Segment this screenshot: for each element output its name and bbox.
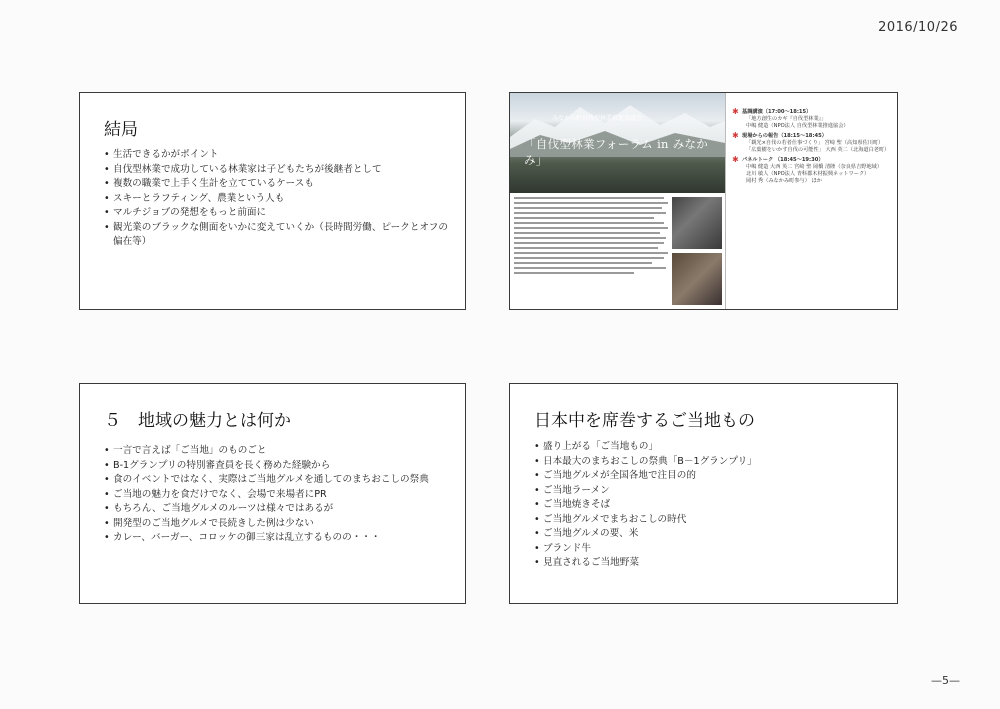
slide-conclusion: [79, 92, 466, 310]
bullet-item: • 複数の職業で上手く生計を立てているケースも: [104, 177, 453, 192]
program-line: 「広葉樹をいかす自伐の可能性」 大西 英二（北海道白老町）: [746, 147, 890, 153]
bullet-item: • 開発型のご当地グルメで長続きした例は少ない: [104, 517, 453, 532]
bullet-item: • カレー、バーガー、コロッケの御三家は乱立するものの・・・: [104, 531, 453, 546]
bullet-item: • ブランド牛: [534, 542, 885, 557]
slide-local-specialties: [509, 383, 898, 604]
program-heading: 現場からの報告（18:15〜18:45）: [742, 133, 827, 139]
bullet-item: • マルチジョブの発想をもっと前面に: [104, 206, 453, 221]
program-line: 北川 敏人（NPO法人 青科郡木材振興ネットワーク）: [746, 171, 870, 177]
slide-regional-appeal: [79, 383, 466, 604]
bullet-item: • 日本最大のまちおこしの祭典「B－1グランプリ」: [534, 455, 885, 470]
bullet-list: [104, 444, 453, 546]
flyer: [510, 93, 726, 309]
bullet-item: • 観光業のブラックな側面をいかに変えていくか（長時間労働、ピークとオフの偏在等）: [104, 221, 453, 250]
forum-photo: [672, 197, 722, 249]
slide-forum-flyer: [509, 92, 898, 310]
bullet-item: • 一言で言えば「ご当地」のものごと: [104, 444, 453, 459]
bullet-list: [104, 148, 453, 250]
bullet-item: • ご当地の魅力を食だけでなく、会場で来場者にPR: [104, 488, 453, 503]
asterisk-icon: ✱: [732, 107, 739, 116]
page-number: —5—: [931, 674, 960, 687]
bullet-item: • ご当地グルメでまちおこしの時代: [534, 513, 885, 528]
program-heading: パネルトーク （18:45〜19:30）: [742, 157, 824, 163]
bullet-item: • ご当地ラーメン: [534, 484, 885, 499]
forum-photo: [672, 253, 722, 305]
program-line: 中嶋 健造（NPO法人 自伐型林業推進協会）: [746, 123, 849, 129]
bullet-item: • 自伐型林業で成功している林業家は子どもたちが後継者として: [104, 163, 453, 178]
program-line: 「観光×自伐の若者仕事づくり」 宮崎 聖（高知県佐川町）: [746, 140, 884, 146]
bullet-item: • B-1グランプリの特別審査員を長く務めた経験から: [104, 459, 453, 474]
bullet-item: • ご当地グルメの要、米: [534, 527, 885, 542]
bullet-item: • 盛り上がる「ご当地もの」: [534, 440, 885, 455]
flyer-body-text: [514, 197, 669, 277]
flyer-organizer: みなかみ町自伐型林業推進協議会: [552, 115, 643, 122]
flyer-title: 「自伐型林業フォーラム in みなかみ」: [524, 137, 709, 167]
bullet-item: • 食のイベントではなく、実際はご当地グルメを通してのまちおこしの祭典: [104, 473, 453, 488]
asterisk-icon: ✱: [732, 155, 739, 164]
bullet-item: • もちろん、ご当地グルメのルーツは様々ではあるが: [104, 502, 453, 517]
bullet-item: • ご当地焼きそば: [534, 498, 885, 513]
program-line: 中嶋 健造 大西 英二 宮崎 聖 岡橋 清隆（奈良県吉野地域）: [746, 164, 883, 170]
bullet-item: • ご当地グルメが全国各地で注目の的: [534, 469, 885, 484]
bullet-list: [534, 440, 885, 571]
slide-title: 結局: [104, 120, 138, 140]
bullet-item: • スキーとラフティング、農業という人も: [104, 192, 453, 207]
asterisk-icon: ✱: [732, 131, 739, 140]
forum-program: [732, 109, 894, 185]
slide-title: 日本中を席巻するご当地もの: [534, 411, 755, 431]
slide-title: ５ 地域の魅力とは何か: [104, 411, 291, 431]
print-date: 2016/10/26: [878, 20, 958, 35]
program-line: 「地方創生のカギ『自伐型林業』」: [746, 116, 827, 122]
program-heading: 基調講演（17:00〜18:15）: [742, 109, 812, 115]
bullet-item: • 生活できるかがポイント: [104, 148, 453, 163]
bullet-item: • 見直されるご当地野菜: [534, 556, 885, 571]
program-line: 岡村 秀（みなかみ町参与） ほか: [746, 178, 822, 184]
